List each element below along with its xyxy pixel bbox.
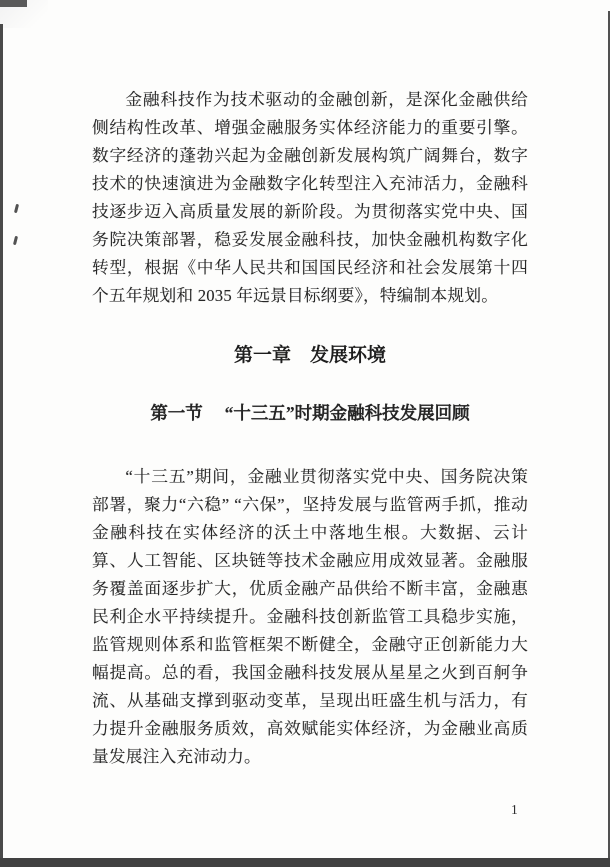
scan-edge-top-left [0, 0, 27, 7]
section-heading: 第一节 “十三五”时期金融科技发展回顾 [150, 403, 470, 423]
scan-speck [13, 236, 18, 245]
scan-edge-left [0, 24, 3, 867]
page-number: 1 [511, 802, 518, 817]
intro-paragraph: 金融科技作为技术驱动的金融创新，是深化金融供给侧结构性改革、增强金融服务实体经济能力的重要引擎。数字经济的蓬勃兴起为金融创新发展构筑广阔舞台，数字技术的快速演进为金融数字化转型注入充沛活力，金融科技逐步迈入高质量发展的新阶段。为贯彻落实党中央、国务院决策部署，稳妥发展金融科技，加快金融机构数字化转型，根据《中华人民共和国国民经济和社会发展第十四个五年规划和 2035 年远景目标纲要》，特编制本规划。 [92, 90, 528, 305]
section-paragraph: “十三五”期间，金融业贯彻落实党中央、国务院决策部署，聚力“六稳” “六保”，坚持发展与监管两手抓，推动金融科技在实体经济的沃土中落地生根。大数据、云计算、人工智能、区块链等技术金融应用成效显著。金融服务覆盖面逐步扩大，优质金融产品供给不断丰富，金融惠民利企水平持续提升。金融科技创新监管工具稳步实施，监管规则体系和监管框架不断健全，金融守正创新能力大幅提高。总的看，我国金融科技发展从星星之火到百舸争流、从基础支撑到驱动变革，呈现出旺盛生机与活力，有力提升金融服务质效，高效赋能实体经济，为金融业高质量发展注入充沛动力。 [92, 467, 528, 766]
chapter-heading: 第一章 发展环境 [233, 345, 386, 366]
scan-speck [14, 204, 19, 213]
page-content [92, 86, 528, 771]
scan-edge-bottom [0, 858, 610, 867]
